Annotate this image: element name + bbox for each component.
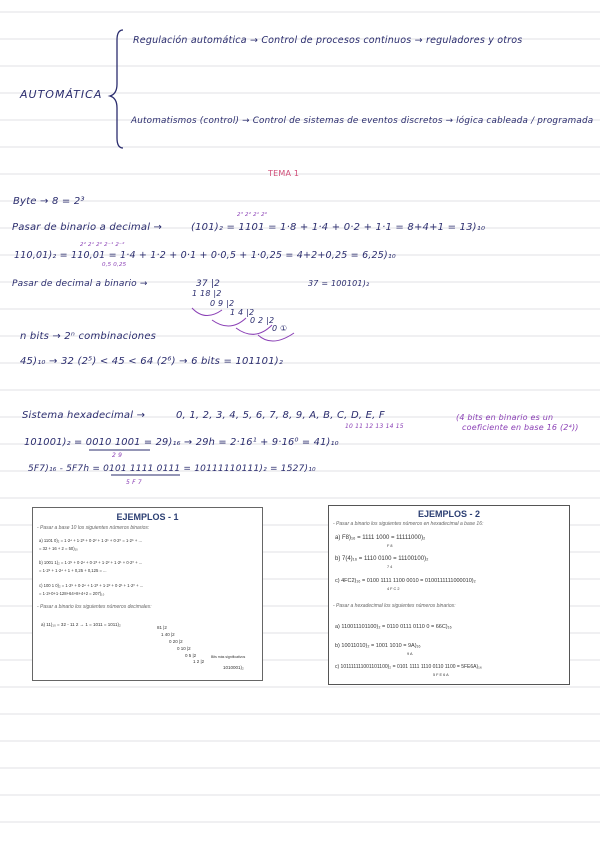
ejemplos-1-div4: 0 10 |2 xyxy=(177,646,191,651)
division-row-4: 1 4 |2 xyxy=(230,308,255,317)
automatismos-line: Automatismos (control) → Control de sistemas de eventos discretos → lógica cableada / programada xyxy=(131,116,594,126)
ejemplos-1-div1: 81 |2 xyxy=(157,625,167,630)
frac-expr: 110,01)₂ = 110,01 = 1·4 + 1·2 + 0·1 + 0·0,5 + 1·0,25 = 4+2+0,25 = 6,25)₁₀ xyxy=(14,250,396,261)
frac-pow-labels: 2² 2¹ 2⁰ 2⁻¹ 2⁻² xyxy=(80,242,125,248)
ejemplos-2-a: a) F8)₁₆ = 1111 1000 = 11111000)₂ xyxy=(335,535,426,541)
ejemplos-2-b: b) 7(4)₁₆ = 1110 0100 = 11100100)₂ xyxy=(335,556,429,562)
ejemplos-1-d1: a) 11)₁₀ = 32 - 11 2 → 1 = 1011 = 1011)₂ xyxy=(41,622,121,627)
nbits-line: n bits → 2ⁿ combinaciones xyxy=(20,331,157,342)
tema-title: TEMA 1 xyxy=(268,169,300,178)
hex-example-2-under: 5 F 7 xyxy=(126,479,142,486)
hex-note-1: (4 bits en binario es un xyxy=(456,413,554,422)
hex-note-2: coeficiente en base 16 (2⁴)) xyxy=(462,423,579,432)
hex-example-2: 5F7)₁₆ - 5F7h = 0101 1111 0111 = 10111110111)₂ = 1527)₁₀ xyxy=(28,464,316,474)
ejemplos-2-f: c) 101111111001101100)₂ = 0101 1111 1110 0110 1100 = 5FE6A)₁₆ xyxy=(335,664,482,670)
ejemplos-1-card xyxy=(32,507,263,681)
ejemplos-1-note: Bits más significativos xyxy=(211,655,246,659)
bin-dec-label: Pasar de binario a decimal → xyxy=(12,222,163,233)
ejemplos-2-f-under: 5 F E 6 A xyxy=(433,673,449,677)
ejemplos-1-div6: 1 2 |2 xyxy=(193,659,205,664)
ejemplos-2-sub1: - Pasar a binario los siguientes números en hexadecimal a base 16: xyxy=(333,521,484,527)
hex-digits: 0, 1, 2, 3, 4, 5, 6, 7, 8, 9, A, B, C, D, E, F xyxy=(176,410,385,421)
dec-bin-label: Pasar de decimal a binario → xyxy=(12,279,148,289)
frac-under: 0,5 0,25 xyxy=(102,262,127,268)
automatica-heading: AUTOMÁTICA xyxy=(20,88,103,101)
ejemplos-2-c: c) 4FC2)₁₆ = 0100 1111 1100 0010 = 0100111111000010)₂ xyxy=(335,578,476,584)
byte-line: Byte → 8 = 2³ xyxy=(13,196,85,207)
ejemplos-1-div3: 0 20 |2 xyxy=(169,639,183,644)
ejemplos-2-b-under: 7 4 xyxy=(387,565,393,569)
division-row-2: 1 18 |2 xyxy=(192,289,222,298)
ejemplos-1-a1: a) 1101 0)₂ = 1·2⁴ + 1·2³ + 0·2² + 1·2¹ + 0·2⁰ = 1·2⁵ + ... xyxy=(39,538,143,543)
ejemplos-1-result: 1010001)₂ xyxy=(223,665,244,670)
ejemplos-1-div2: 1 40 |2 xyxy=(161,632,175,637)
ejemplos-2-e-under: 9 A xyxy=(407,652,413,656)
ejemplos-1-div5: 0 5 |2 xyxy=(185,653,197,658)
ejemplos-1-b1: b) 1001 1)₂ = 1·2⁵ + 0·2⁴ + 0·2³ + 1·2² + 1·2¹ + 0·2⁰ + ... xyxy=(39,560,143,565)
bits-expr: 45)₁₀ → 32 (2⁵) < 45 < 64 (2⁶) → 6 bits = 101101)₂ xyxy=(20,356,284,367)
ejemplos-1-sub2: - Pasar a binario los siguientes números decimales: xyxy=(37,604,152,610)
ejemplos-1-title: EJEMPLOS - 1 xyxy=(116,512,179,522)
ejemplos-1-c2: = 1·2+0+1·128+64+8+4+2 = 207)₁₀ xyxy=(39,591,105,596)
division-row-3: 0 9 |2 xyxy=(210,299,235,308)
hex-example-1: 101001)₂ = 0010 1001 = 29)₁₆ → 29h = 2·16¹ + 9·16⁰ = 41)₁₀ xyxy=(24,437,339,448)
ejemplos-2-title: EJEMPLOS - 2 xyxy=(417,509,480,519)
division-row-6: 0 ① xyxy=(272,324,288,333)
ejemplos-1-sub1: - Pasar a base 10 los siguientes números binarios: xyxy=(37,525,150,531)
brace xyxy=(110,30,123,148)
ejemplos-2-c-under: 4 F C 2 xyxy=(387,587,400,591)
bin-dec-expr: (101)₂ = 1101 = 1·8 + 1·4 + 0·2 + 1·1 = 8+4+1 = 13)₁₀ xyxy=(191,222,486,233)
ejemplos-1-c1: c) 100 1 0)₂ = 1·2⁵ + 0·2⁴ + 1·2³ + 1·2² + 0·2¹ + 1·2⁰ + ... xyxy=(39,583,144,588)
power-labels: 2³ 2² 2¹ 2⁰ xyxy=(237,212,268,218)
ejemplos-2-e: b) 10011010)₂ = 1001 1010 = 9A)₁₆ xyxy=(335,643,421,649)
ejemplos-1-b2: = 1·2⁵ + 1·2⁴ + 1 + 0,25 + 0,125 = ... xyxy=(39,568,107,573)
division-row-5: 0 2 |2 xyxy=(250,316,275,325)
ejemplos-2-card xyxy=(328,505,570,685)
hex-example-1-under: 2 9 xyxy=(112,452,123,459)
ejemplos-2-a-under: F 8 xyxy=(387,544,393,548)
regulacion-line: Regulación automática → Control de procesos continuos → reguladores y otros xyxy=(133,35,523,46)
dec-bin-result: 37 = 100101)₂ xyxy=(308,279,370,288)
ejemplos-2-d: a) 110011101100)₂ = 0110 0111 0110 0 = 66C)₁₆ xyxy=(335,624,452,630)
division-row-1: 37 |2 xyxy=(196,279,221,289)
hex-label: Sistema hexadecimal → xyxy=(22,410,146,421)
hex-values: 10 11 12 13 14 15 xyxy=(345,423,404,430)
ejemplos-1-a2: = 32 + 16 + 2 = 50)₁₀ xyxy=(39,546,78,551)
ejemplos-2-sub2: - Pasar a hexadecimal los siguientes números binarios: xyxy=(333,603,456,609)
